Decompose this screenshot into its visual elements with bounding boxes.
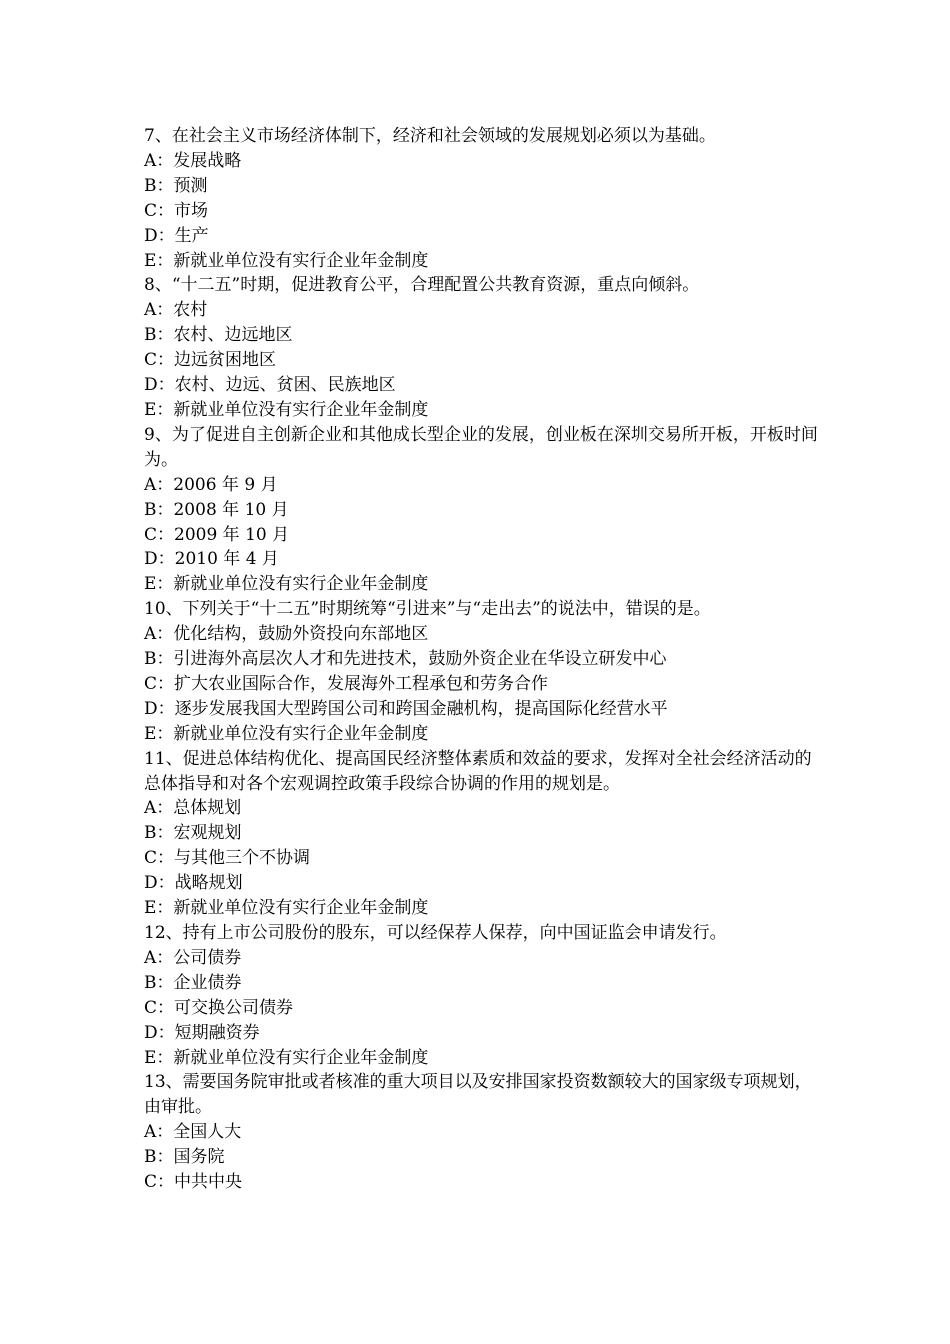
option-a: A：公司债券 — [144, 947, 242, 968]
option-c: C：市场 — [144, 200, 209, 221]
option-d: D：2010 年 4 月 — [144, 549, 279, 570]
option-c: C：中共中央 — [144, 1172, 243, 1193]
option-c: C：扩大农业国际合作，发展海外工程承包和劳务合作 — [144, 673, 549, 694]
question-8 — [144, 273, 824, 422]
option-d: D：农村、边远、贫困、民族地区 — [144, 375, 396, 396]
option-c: C：2009 年 10 月 — [144, 524, 290, 545]
option-a: A：全国人大 — [144, 1122, 242, 1143]
option-c: C：边远贫困地区 — [144, 350, 277, 371]
option-e: E：新就业单位没有实行企业年金制度 — [144, 250, 429, 271]
option-c: C：与其他三个不协调 — [144, 848, 311, 869]
option-b: B：国务院 — [144, 1147, 225, 1168]
option-a: A：发展战略 — [144, 150, 242, 171]
question-10 — [144, 597, 824, 746]
option-a: A：2006 年 9 月 — [144, 474, 278, 495]
option-d: D：生产 — [144, 225, 209, 246]
question-text: 7、在社会主义市场经济体制下，经济和社会领域的发展规划必须以为基础。 — [144, 126, 716, 146]
option-e: E：新就业单位没有实行企业年金制度 — [144, 898, 429, 919]
option-b: B：宏观规划 — [144, 823, 242, 844]
question-text: 11、促进总体结构优化、提高国民经济整体素质和效益的要求，发挥对全社会经济活动的总体指导和对各个宏观调控政策手段综合协调的作用的规划是。 — [144, 748, 812, 794]
question-9 — [144, 423, 824, 597]
question-13 — [144, 1070, 824, 1195]
option-b: B：农村、边远地区 — [144, 325, 293, 346]
option-d: D：战略规划 — [144, 873, 243, 894]
option-a: A：优化结构，鼓励外资投向东部地区 — [144, 624, 429, 645]
question-text: 10、下列关于“十二五”时期统筹“引进来”与“走出去”的说法中，错误的是。 — [144, 599, 711, 620]
option-b: B：预测 — [144, 175, 208, 196]
question-11 — [144, 747, 824, 921]
option-a: A：农村 — [144, 300, 208, 321]
option-e: E：新就业单位没有实行企业年金制度 — [144, 574, 429, 595]
question-text: 8、“十二五”时期，促进教育公平，合理配置公共教育资源，重点向倾斜。 — [144, 275, 700, 296]
option-b: B：企业债券 — [144, 972, 242, 993]
option-a: A：总体规划 — [144, 798, 242, 819]
question-text: 9、为了促进自主创新企业和其他成长型企业的发展，创业板在深圳交易所开板，开板时间为。 — [144, 424, 818, 470]
option-e: E：新就业单位没有实行企业年金制度 — [144, 399, 429, 420]
question-text: 13、需要国务院审批或者核准的重大项目以及安排国家投资数额较大的国家级专项规划，由审批。 — [144, 1072, 812, 1118]
option-d: D：短期融资券 — [144, 1022, 260, 1043]
question-12 — [144, 921, 824, 1070]
document-page — [144, 124, 824, 1195]
option-c: C：可交换公司债券 — [144, 997, 294, 1018]
option-e: E：新就业单位没有实行企业年金制度 — [144, 723, 429, 744]
option-e: E：新就业单位没有实行企业年金制度 — [144, 1047, 429, 1068]
question-7 — [144, 124, 824, 273]
option-b: B：2008 年 10 月 — [144, 499, 289, 520]
question-text: 12、持有上市公司股份的股东，可以经保荐人保荐，向中国证监会申请发行。 — [144, 923, 727, 943]
option-b: B：引进海外高层次人才和先进技术，鼓励外资企业在华设立研发中心 — [144, 649, 667, 670]
option-d: D：逐步发展我国大型跨国公司和跨国金融机构，提高国际化经营水平 — [144, 698, 668, 719]
